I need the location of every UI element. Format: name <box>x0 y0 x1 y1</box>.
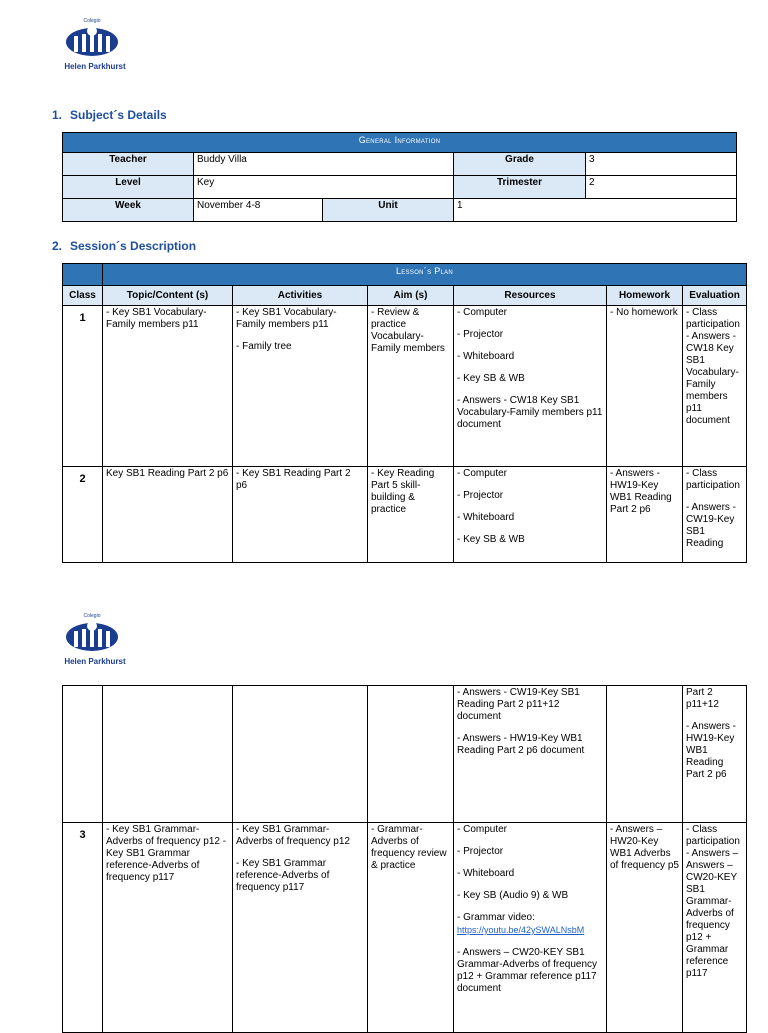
homework-cell: - No homework <box>607 306 683 467</box>
logo-small-text: Colegio <box>83 18 101 24</box>
trimester-label: Trimester <box>454 176 586 199</box>
school-logo <box>60 18 130 72</box>
class-number: 3 <box>63 823 103 1033</box>
lesson-plan-header: Lesson´s Plan <box>103 264 747 286</box>
logo-name: Helen Parkhurst <box>64 657 126 666</box>
col-homework: Homework <box>607 286 683 306</box>
teacher-label: Teacher <box>63 153 194 176</box>
evaluation-cell: - Class participation - Answers - CW18 Key SB1 Vocabulary-Family members p11 document <box>683 306 747 467</box>
activities-cell: - Key SB1 Grammar-Adverbs of frequency p12 - Key SB1 Grammar reference-Adverbs of frequency p117 <box>233 823 368 1033</box>
unit-value: 1 <box>454 199 737 222</box>
homework-cell: - Answers - HW19-Key WB1 Reading Part 2 p6 <box>607 467 683 563</box>
class-number: 2 <box>63 467 103 563</box>
topic-cell: - Key SB1 Vocabulary-Family members p11 <box>103 306 233 467</box>
activities-cell: - Key SB1 Vocabulary-Family members p11 - Family tree <box>233 306 368 467</box>
logo-name: Helen Parkhurst <box>64 62 126 71</box>
table-row <box>63 467 747 563</box>
week-label: Week <box>63 199 194 222</box>
topic-cell: Key SB1 Reading Part 2 p6 <box>103 467 233 563</box>
homework-cell: - Answers – HW20-Key WB1 Adverbs of frequency p5 <box>607 823 683 1033</box>
section-1-title: 1. Subject´s Details <box>52 108 167 122</box>
aim-cell: - Grammar-Adverbs of frequency review & practice <box>368 823 454 1033</box>
col-resources: Resources <box>454 286 607 306</box>
week-value: November 4-8 <box>194 199 323 222</box>
table-row <box>63 686 747 823</box>
evaluation-cell: - Class participation - Answers – Answers – CW20-KEY SB1 Grammar-Adverbs of frequency p12 + Grammar reference p117 <box>683 823 747 1033</box>
activities-cell: - Key SB1 Reading Part 2 p6 <box>233 467 368 563</box>
level-value: Key <box>194 176 454 199</box>
trimester-value: 2 <box>586 176 737 199</box>
lesson-plan-table-continued <box>62 685 747 1033</box>
general-information-header: General Information <box>63 133 737 153</box>
table-row <box>63 306 747 467</box>
school-logo <box>60 613 130 667</box>
aim-cell: - Review & practice Vocabulary-Family members <box>368 306 454 467</box>
unit-label: Unit <box>323 199 454 222</box>
resources-cell: - Computer - Projector - Whiteboard - Key SB & WB <box>454 467 607 563</box>
resources-cell: - Computer - Projector - Whiteboard - Key SB (Audio 9) & WB - Grammar video: https://youtu.be/42ySWALNsbM - Answers – CW20-KEY SB1 Grammar-Adverbs of frequency p12 + Grammar reference p117 document <box>454 823 607 1033</box>
evaluation-cell: - Class participation - Answers - CW19-Key SB1 Reading <box>683 467 747 563</box>
school-emblem-icon <box>60 22 124 62</box>
teacher-value: Buddy Villa <box>194 153 454 176</box>
level-label: Level <box>63 176 194 199</box>
col-evaluation: Evaluation <box>683 286 747 306</box>
school-emblem-icon <box>60 617 124 657</box>
logo-small-text: Colegio <box>83 613 101 619</box>
resources-cell: - Computer - Projector - Whiteboard - Key SB & WB - Answers - CW18 Key SB1 Vocabulary-Family members p11 document <box>454 306 607 467</box>
class-number: 1 <box>63 306 103 467</box>
resources-cell: - Answers - CW19-Key SB1 Reading Part 2 p11+12 document - Answers - HW19-Key WB1 Reading Part 2 p6 document <box>454 686 607 823</box>
col-activities: Activities <box>233 286 368 306</box>
topic-cell: - Key SB1 Grammar-Adverbs of frequency p12 - Key SB1 Grammar reference-Adverbs of frequency p117 <box>103 823 233 1033</box>
col-topic: Topic/Content (s) <box>103 286 233 306</box>
col-class: Class <box>63 286 103 306</box>
grammar-video-link[interactable]: https://youtu.be/42ySWALNsbM <box>457 925 585 935</box>
section-2-title: 2. Session´s Description <box>52 239 197 253</box>
aim-cell: - Key Reading Part 5 skill-building & practice <box>368 467 454 563</box>
col-aim: Aim (s) <box>368 286 454 306</box>
evaluation-cell: Part 2 p11+12 - Answers - HW19-Key WB1 Reading Part 2 p6 <box>683 686 747 823</box>
table-row <box>63 823 747 1033</box>
lesson-plan-table <box>62 263 747 563</box>
grade-label: Grade <box>454 153 586 176</box>
grade-value: 3 <box>586 153 737 176</box>
general-information-table <box>62 132 737 222</box>
